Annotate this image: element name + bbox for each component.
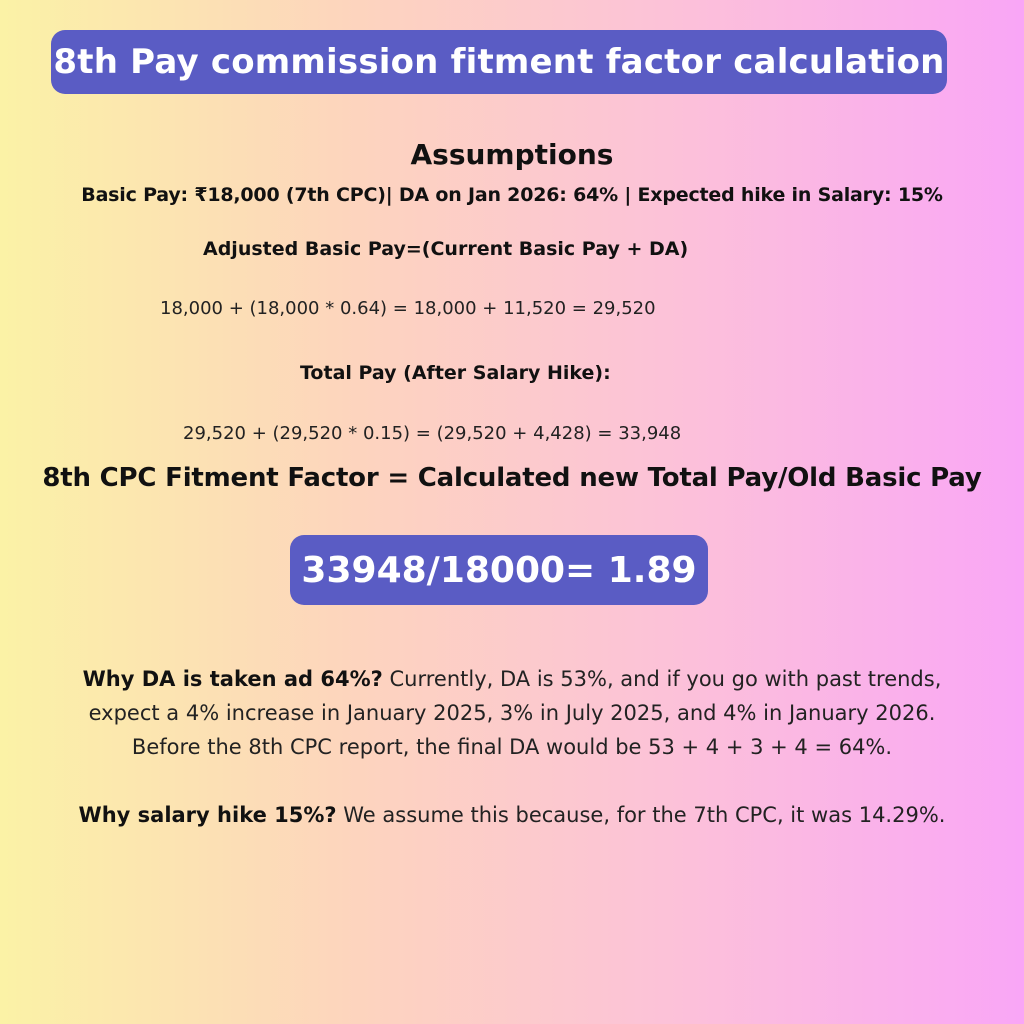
da-explanation-line-3: Before the 8th CPC report, the final DA would be 53 + 4 + 3 + 4 = 64%.	[131, 735, 893, 759]
adjusted-basic-pay-label: Adjusted Basic Pay=(Current Basic Pay + DA)	[203, 238, 689, 260]
total-pay-label: Total Pay (After Salary Hike):	[300, 362, 611, 384]
hike-explanation-text: We assume this because, for the 7th CPC, it was 14.29%.	[336, 803, 946, 827]
fitment-factor-formula: 8th CPC Fitment Factor = Calculated new Total Pay/Old Basic Pay	[42, 463, 982, 493]
da-explanation-text: Currently, DA is 53%, and if you go with past trends,	[382, 667, 942, 691]
assumptions-heading: Assumptions	[410, 138, 614, 171]
hike-explanation	[0, 798, 1024, 832]
da-explanation	[0, 662, 1024, 764]
assumptions-summary: Basic Pay: ₹18,000 (7th CPC)| DA on Jan 2026: 64% | Expected hike in Salary: 15%	[81, 184, 943, 206]
fitment-result-box	[290, 535, 708, 605]
adjusted-basic-pay-calculation: 18,000 + (18,000 * 0.64) = 18,000 + 11,520 = 29,520	[160, 298, 656, 319]
fitment-result: 33948/18000= 1.89	[301, 549, 697, 591]
da-explanation-line-2: expect a 4% increase in January 2025, 3% in July 2025, and 4% in January 2026.	[88, 701, 936, 725]
hike-explanation-line	[0, 798, 1024, 832]
hike-question: Why salary hike 15%?	[78, 803, 337, 827]
total-pay-calculation: 29,520 + (29,520 * 0.15) = (29,520 + 4,428) = 33,948	[183, 423, 682, 444]
da-explanation-line-1	[0, 662, 1024, 696]
page-title: 8th Pay commission fitment factor calculation	[53, 42, 945, 82]
title-banner	[51, 30, 947, 94]
da-question: Why DA is taken ad 64%?	[82, 667, 383, 691]
